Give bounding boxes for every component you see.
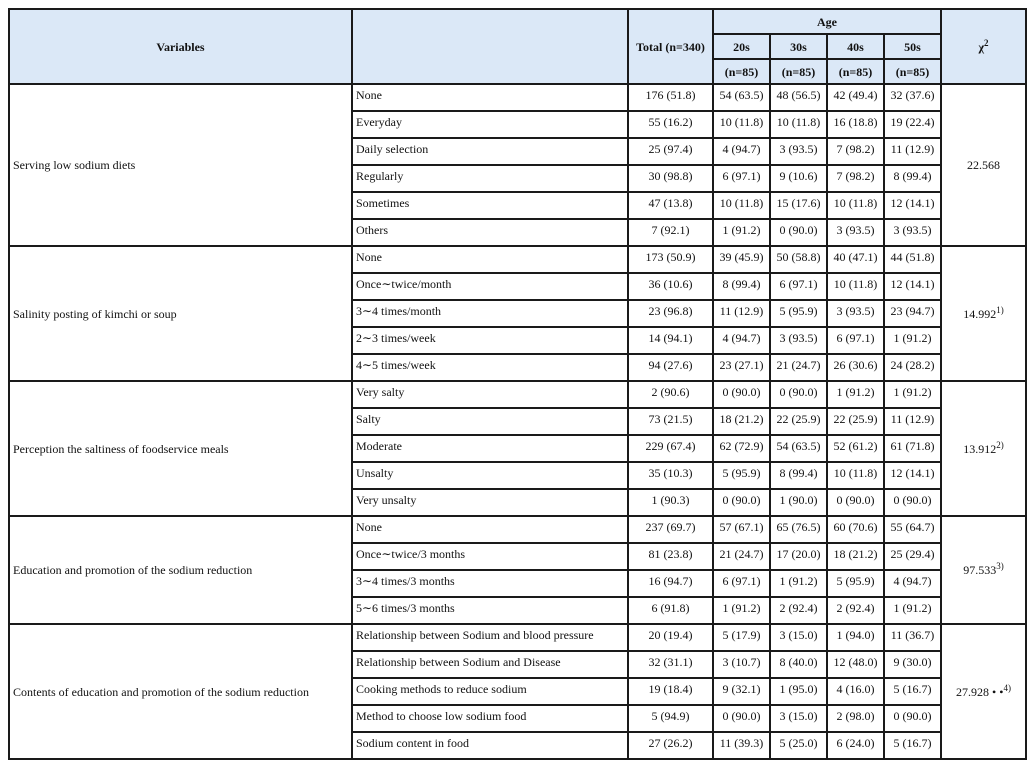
age-group-label: 20s [713, 34, 770, 59]
age-20s-cell: 62 (72.9) [713, 435, 770, 462]
option-label: Salty [352, 408, 628, 435]
age-30s-cell: 0 (90.0) [770, 219, 827, 246]
table-row [9, 84, 1026, 111]
total-cell: 47 (13.8) [628, 192, 713, 219]
table-header [9, 9, 1026, 84]
age-40s-cell: 18 (21.2) [827, 543, 884, 570]
age-30s-cell: 17 (20.0) [770, 543, 827, 570]
option-label: None [352, 246, 628, 273]
total-cell: 55 (16.2) [628, 111, 713, 138]
age-50s-cell: 12 (14.1) [884, 192, 941, 219]
age-30s-cell: 8 (99.4) [770, 462, 827, 489]
age-50s-cell: 0 (90.0) [884, 705, 941, 732]
age-40s-cell: 7 (98.2) [827, 165, 884, 192]
age-30s-cell: 5 (95.9) [770, 300, 827, 327]
age-20s-cell: 4 (94.7) [713, 138, 770, 165]
total-cell: 73 (21.5) [628, 408, 713, 435]
variable-name: Education and promotion of the sodium reduction [9, 516, 352, 624]
chi-footnote: 3) [996, 561, 1004, 571]
age-30s-cell: 2 (92.4) [770, 597, 827, 624]
age-group-label: 40s [827, 34, 884, 59]
option-label: 5∼6 times/3 months [352, 597, 628, 624]
chi-square-value [941, 84, 1026, 246]
total-cell: 19 (18.4) [628, 678, 713, 705]
option-label: 2∼3 times/week [352, 327, 628, 354]
option-label: 4∼5 times/week [352, 354, 628, 381]
age-20s-cell: 57 (67.1) [713, 516, 770, 543]
age-40s-cell: 3 (93.5) [827, 300, 884, 327]
age-30s-cell: 5 (25.0) [770, 732, 827, 759]
age-40s-cell: 10 (11.8) [827, 192, 884, 219]
age-20s-cell: 6 (97.1) [713, 570, 770, 597]
option-label: Daily selection [352, 138, 628, 165]
table-body [9, 84, 1026, 759]
chi-footnote: 4) [1003, 682, 1011, 693]
total-cell: 94 (27.6) [628, 354, 713, 381]
age-30s-cell: 1 (95.0) [770, 678, 827, 705]
age-50s-cell: 25 (29.4) [884, 543, 941, 570]
age-group-n: (n=85) [827, 59, 884, 84]
age-group-label: 30s [770, 34, 827, 59]
chi-square-value [941, 381, 1026, 516]
age-20s-cell: 0 (90.0) [713, 381, 770, 408]
age-30s-cell: 3 (15.0) [770, 705, 827, 732]
table-row [9, 516, 1026, 543]
variable-name: Perception the saltiness of foodservice meals [9, 381, 352, 516]
age-40s-cell: 52 (61.2) [827, 435, 884, 462]
age-20s-cell: 11 (39.3) [713, 732, 770, 759]
age-20s-cell: 4 (94.7) [713, 327, 770, 354]
age-50s-cell: 9 (30.0) [884, 651, 941, 678]
total-cell: 173 (50.9) [628, 246, 713, 273]
age-40s-cell: 1 (94.0) [827, 624, 884, 651]
chi-square-value [941, 246, 1026, 381]
age-20s-cell: 1 (91.2) [713, 219, 770, 246]
chi-value: 97.533 [963, 563, 997, 577]
variables-header: Variables [9, 9, 352, 84]
age-group-n: (n=85) [713, 59, 770, 84]
age-50s-cell: 11 (12.9) [884, 138, 941, 165]
age-30s-cell: 54 (63.5) [770, 435, 827, 462]
table-row [9, 624, 1026, 651]
option-label: None [352, 84, 628, 111]
age-30s-cell: 21 (24.7) [770, 354, 827, 381]
age-50s-cell: 12 (14.1) [884, 462, 941, 489]
variable-name: Serving low sodium diets [9, 84, 352, 246]
chi-value: 14.992 [963, 306, 997, 321]
age-30s-cell: 1 (91.2) [770, 570, 827, 597]
age-30s-cell: 6 (97.1) [770, 273, 827, 300]
age-50s-cell: 1 (91.2) [884, 597, 941, 624]
age-40s-cell: 6 (97.1) [827, 327, 884, 354]
option-label: None [352, 516, 628, 543]
total-cell: 16 (94.7) [628, 570, 713, 597]
option-label: Relationship between Sodium and Disease [352, 651, 628, 678]
option-label: Moderate [352, 435, 628, 462]
age-20s-cell: 9 (32.1) [713, 678, 770, 705]
age-20s-cell: 10 (11.8) [713, 111, 770, 138]
total-cell: 27 (26.2) [628, 732, 713, 759]
age-20s-cell: 10 (11.8) [713, 192, 770, 219]
age-40s-cell: 1 (91.2) [827, 381, 884, 408]
age-20s-cell: 1 (91.2) [713, 597, 770, 624]
age-30s-cell: 10 (11.8) [770, 111, 827, 138]
age-30s-cell: 22 (25.9) [770, 408, 827, 435]
option-label: Regularly [352, 165, 628, 192]
age-group-n: (n=85) [770, 59, 827, 84]
chi-footnote: 2) [996, 439, 1004, 450]
age-20s-cell: 54 (63.5) [713, 84, 770, 111]
table-row [9, 381, 1026, 408]
option-label: Very salty [352, 381, 628, 408]
age-30s-cell: 9 (10.6) [770, 165, 827, 192]
age-20s-cell: 0 (90.0) [713, 489, 770, 516]
age-20s-cell: 5 (17.9) [713, 624, 770, 651]
age-20s-cell: 39 (45.9) [713, 246, 770, 273]
total-cell: 7 (92.1) [628, 219, 713, 246]
age-30s-cell: 50 (58.8) [770, 246, 827, 273]
age-20s-cell: 0 (90.0) [713, 705, 770, 732]
age-group-label: 50s [884, 34, 941, 59]
option-label: Sodium content in food [352, 732, 628, 759]
age-30s-cell: 3 (93.5) [770, 327, 827, 354]
variable-name: Contents of education and promotion of the sodium reduction [9, 624, 352, 759]
total-cell: 23 (96.8) [628, 300, 713, 327]
age-50s-cell: 11 (12.9) [884, 408, 941, 435]
age-40s-cell: 0 (90.0) [827, 489, 884, 516]
total-cell: 25 (97.4) [628, 138, 713, 165]
age-40s-cell: 2 (92.4) [827, 597, 884, 624]
chi-value: 22.568 [967, 158, 1000, 172]
total-cell: 6 (91.8) [628, 597, 713, 624]
age-50s-cell: 0 (90.0) [884, 489, 941, 516]
age-40s-cell: 3 (93.5) [827, 219, 884, 246]
age-40s-cell: 60 (70.6) [827, 516, 884, 543]
age-40s-cell: 2 (98.0) [827, 705, 884, 732]
total-cell: 229 (67.4) [628, 435, 713, 462]
total-cell: 35 (10.3) [628, 462, 713, 489]
age-40s-cell: 26 (30.6) [827, 354, 884, 381]
total-cell: 81 (23.8) [628, 543, 713, 570]
option-label: Very unsalty [352, 489, 628, 516]
age-20s-cell: 8 (99.4) [713, 273, 770, 300]
results-table [8, 8, 1027, 760]
chi-value: 27.928 • • [956, 684, 1004, 699]
total-header: Total (n=340) [628, 9, 713, 84]
chi-value: 13.912 [963, 441, 997, 456]
age-40s-cell: 10 (11.8) [827, 462, 884, 489]
age-30s-cell: 8 (40.0) [770, 651, 827, 678]
age-20s-cell: 3 (10.7) [713, 651, 770, 678]
age-50s-cell: 55 (64.7) [884, 516, 941, 543]
age-20s-cell: 5 (95.9) [713, 462, 770, 489]
age-30s-cell: 48 (56.5) [770, 84, 827, 111]
age-50s-cell: 1 (91.2) [884, 327, 941, 354]
age-30s-cell: 3 (15.0) [770, 624, 827, 651]
option-label: Sometimes [352, 192, 628, 219]
age-50s-cell: 32 (37.6) [884, 84, 941, 111]
chi-square-value [941, 516, 1026, 624]
age-20s-cell: 21 (24.7) [713, 543, 770, 570]
age-50s-cell: 3 (93.5) [884, 219, 941, 246]
age-40s-cell: 5 (95.9) [827, 570, 884, 597]
age-50s-cell: 12 (14.1) [884, 273, 941, 300]
chi-square-header [941, 9, 1026, 84]
age-50s-cell: 4 (94.7) [884, 570, 941, 597]
option-label: Others [352, 219, 628, 246]
table-row [9, 246, 1026, 273]
option-label: 3∼4 times/3 months [352, 570, 628, 597]
age-50s-cell: 5 (16.7) [884, 678, 941, 705]
chi-footnote: 1) [996, 304, 1004, 315]
age-header: Age [713, 9, 941, 34]
total-cell: 32 (31.1) [628, 651, 713, 678]
age-40s-cell: 42 (49.4) [827, 84, 884, 111]
age-40s-cell: 4 (16.0) [827, 678, 884, 705]
option-label: Once∼twice/month [352, 273, 628, 300]
age-50s-cell: 61 (71.8) [884, 435, 941, 462]
total-cell: 36 (10.6) [628, 273, 713, 300]
total-cell: 176 (51.8) [628, 84, 713, 111]
age-50s-cell: 24 (28.2) [884, 354, 941, 381]
age-30s-cell: 15 (17.6) [770, 192, 827, 219]
age-40s-cell: 6 (24.0) [827, 732, 884, 759]
option-label: Unsalty [352, 462, 628, 489]
chi-symbol: χ [978, 39, 985, 54]
age-50s-cell: 23 (94.7) [884, 300, 941, 327]
total-cell: 30 (98.8) [628, 165, 713, 192]
age-40s-cell: 22 (25.9) [827, 408, 884, 435]
age-30s-cell: 3 (93.5) [770, 138, 827, 165]
age-50s-cell: 5 (16.7) [884, 732, 941, 759]
age-20s-cell: 11 (12.9) [713, 300, 770, 327]
option-label: Cooking methods to reduce sodium [352, 678, 628, 705]
option-label: 3∼4 times/month [352, 300, 628, 327]
age-50s-cell: 19 (22.4) [884, 111, 941, 138]
total-cell: 14 (94.1) [628, 327, 713, 354]
total-cell: 237 (69.7) [628, 516, 713, 543]
chi-square-value [941, 624, 1026, 759]
age-40s-cell: 12 (48.0) [827, 651, 884, 678]
age-30s-cell: 0 (90.0) [770, 381, 827, 408]
age-40s-cell: 10 (11.8) [827, 273, 884, 300]
age-20s-cell: 23 (27.1) [713, 354, 770, 381]
total-cell: 5 (94.9) [628, 705, 713, 732]
option-label: Method to choose low sodium food [352, 705, 628, 732]
option-label: Once∼twice/3 months [352, 543, 628, 570]
age-20s-cell: 6 (97.1) [713, 165, 770, 192]
total-cell: 2 (90.6) [628, 381, 713, 408]
variable-name: Salinity posting of kimchi or soup [9, 246, 352, 381]
age-30s-cell: 1 (90.0) [770, 489, 827, 516]
age-50s-cell: 1 (91.2) [884, 381, 941, 408]
age-40s-cell: 16 (18.8) [827, 111, 884, 138]
age-40s-cell: 40 (47.1) [827, 246, 884, 273]
age-40s-cell: 7 (98.2) [827, 138, 884, 165]
option-label: Relationship between Sodium and blood pressure [352, 624, 628, 651]
total-cell: 1 (90.3) [628, 489, 713, 516]
option-header [352, 9, 628, 84]
age-50s-cell: 44 (51.8) [884, 246, 941, 273]
age-50s-cell: 11 (36.7) [884, 624, 941, 651]
age-20s-cell: 18 (21.2) [713, 408, 770, 435]
chi-exponent: 2 [984, 37, 989, 48]
age-30s-cell: 65 (76.5) [770, 516, 827, 543]
age-group-n: (n=85) [884, 59, 941, 84]
option-label: Everyday [352, 111, 628, 138]
age-50s-cell: 8 (99.4) [884, 165, 941, 192]
total-cell: 20 (19.4) [628, 624, 713, 651]
